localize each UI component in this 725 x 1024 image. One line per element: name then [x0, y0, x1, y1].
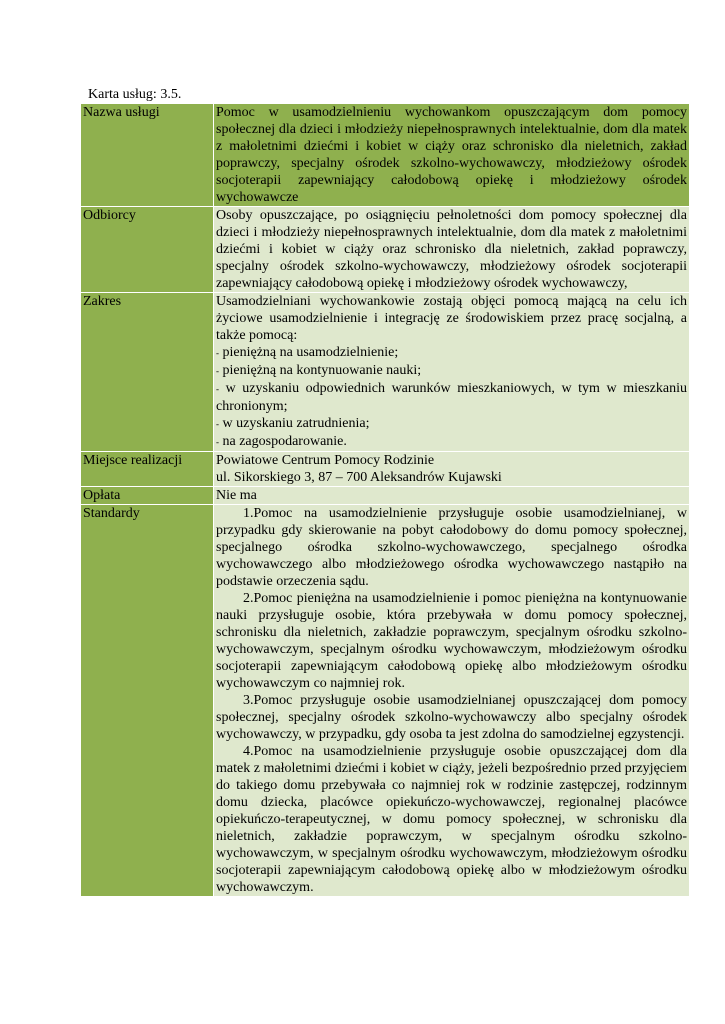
scope-item-text: pieniężną na kontynuowanie nauki; [219, 363, 422, 378]
location-line-1: Powiatowe Centrum Pomocy Rodzinie [216, 453, 435, 468]
dash-glyph: - [216, 348, 219, 358]
label-service-name: Nazwa usługi [81, 104, 214, 207]
card-caption: Karta usług: 3.5. [88, 87, 182, 102]
row-service-name [81, 104, 690, 207]
label-recipients: Odbiorcy [81, 207, 214, 293]
dash-glyph: - [216, 437, 219, 447]
label-standards: Standardy [81, 505, 214, 897]
row-recipients [81, 207, 690, 293]
scope-item [216, 362, 687, 380]
row-location [81, 452, 690, 487]
dash-glyph: - [216, 384, 219, 394]
scope-item [216, 380, 687, 415]
value-location [214, 452, 690, 487]
label-fee: Opłata [81, 487, 214, 505]
value-standards [214, 505, 690, 897]
dash-glyph: - [216, 419, 219, 429]
label-location: Miejsce realizacji [81, 452, 214, 487]
value-scope [214, 293, 690, 452]
scope-item [216, 433, 687, 451]
scope-item-text: w uzyskaniu zatrudnienia; [219, 416, 370, 431]
value-recipients: Osoby opuszczające, po osiągnięciu pełnoletności dom pomocy społecznej dla dzieci i młodzieży niepełnosprawnych intelektualnie, dom dla matek z małoletnimi dziećmi i kobiet w ciąży oraz schronisko dla nieletnich, zakład poprawczy, specjalny ośrodek szkolno-wychowawczy, młodzieżowy ośrodek socjoterapii zapewniający całodobową opiekę i młodzieżowy ośrodek wychowawczy, [214, 207, 690, 293]
scope-item-text: pieniężną na usamodzielnienie; [219, 345, 399, 360]
value-service-name: Pomoc w usamodzielnieniu wychowankom opuszczającym dom pomocy społecznej dla dzieci i młodzieży niepełnosprawnych intelektualnie, dom dla matek z małoletnimi dziećmi i kobiet w ciąży oraz schronisko dla nieletnich, zakład poprawczy, specjalny ośrodek szkolno-wychowawczy, młodzieżowy ośrodek socjoterapii zapewniający całodobową opiekę i młodzieżowy ośrodek wychowawcze [214, 104, 690, 207]
standards-paragraph-4: 4.Pomoc na usamodzielnienie przysługuje osobie opuszczającej dom dla matek z małoletnimi dziećmi i kobiet w ciąży, jeżeli bezpośrednio przed przyjęciem do takiego domu przebywała co najmniej rok w rodzinie zastępczej, rodzinnym domu dziecka, placówce opiekuńczo-wychowawczej, regionalnej placówce opiekuńczo-terapeutycznej, w domu pomocy społecznej, w schronisku dla nieletnich, zakładzie poprawczym, w specjalnym ośrodku szkolno-wychowawczym, w specjalnym ośrodku wychowawczym, młodzieżowym ośrodku socjoterapii zapewniającym całodobową opiekę albo w młodzieżowym ośrodku wychowawczym. [216, 744, 687, 895]
standards-paragraph-3: 3.Pomoc przysługuje osobie usamodzielnianej opuszczającej dom pomocy społecznej, specjalny ośrodek szkolno-wychowawczy albo specjalny ośrodek wychowawczy, w przypadku, gdy osoba ta jest zdolna do samodzielnej egzystencji. [216, 693, 687, 742]
row-scope [81, 293, 690, 452]
scope-item [216, 415, 687, 433]
row-fee [81, 487, 690, 505]
row-standards [81, 505, 690, 897]
label-scope: Zakres [81, 293, 214, 452]
location-line-2: ul. Sikorskiego 3, 87 – 700 Aleksandrów Kujawski [216, 470, 502, 485]
standards-paragraph-1: 1.Pomoc na usamodzielnienie przysługuje osobie usamodzielnianej, w przypadku gdy skierowanie na pobyt całodobowy do domu pomocy społecznej, specjalnego ośrodka szkolno-wychowawczego, specjalnego ośrodka wychowawczego albo młodzieżowego ośrodka wychowawczego nastąpiło na podstawie orzeczenia sądu. [216, 506, 687, 589]
dash-glyph: - [216, 366, 219, 376]
scope-item-text: na zagospodarowanie. [219, 434, 347, 449]
standards-paragraph-2: 2.Pomoc pieniężna na usamodzielnienie i pomoc pieniężna na kontynuowanie nauki przysługuje osobie, która przebywała w domu pomocy społecznej, schronisku dla nieletnich, zakładzie poprawczym, specjalnym ośrodku szkolno-wychowawczym, specjalnym ośrodku wychowawczym, młodzieżowym ośrodku socjoterapii zapewniającym całodobową opiekę albo młodzieżowym ośrodku wychowawczym co najmniej rok. [216, 591, 687, 691]
service-card-table [80, 103, 690, 897]
scope-item [216, 344, 687, 362]
value-fee: Nie ma [214, 487, 690, 505]
scope-intro: Usamodzielniani wychowankowie zostają objęci pomocą mającą na celu ich życiowe usamodzielnienie i integrację ze środowiskiem przez pracę socjalną, a także pomocą: [216, 294, 687, 343]
scope-item-text: w uzyskaniu odpowiednich warunków mieszkaniowych, w tym w mieszkaniu chronionym; [216, 381, 687, 414]
